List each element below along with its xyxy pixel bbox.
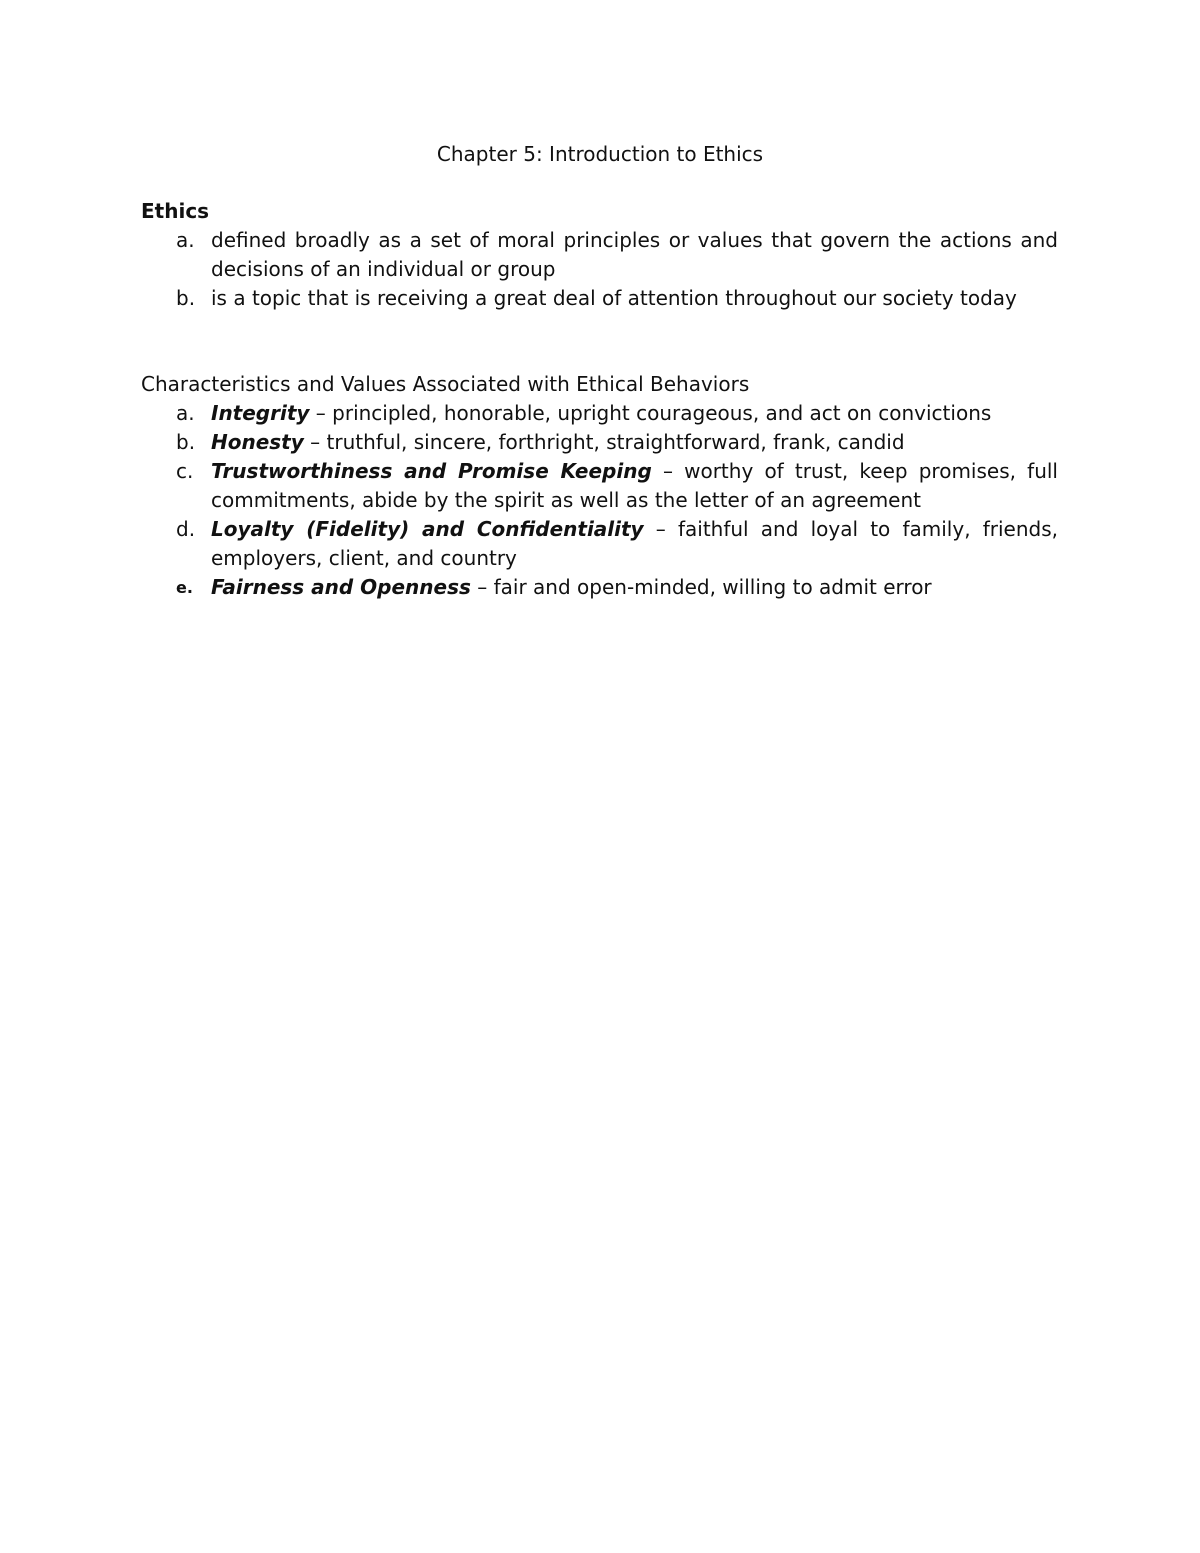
list-item (141, 573, 1058, 602)
list-item (141, 515, 1058, 573)
characteristics-list (141, 399, 1058, 602)
page-title: Chapter 5: Introduction to Ethics (436, 142, 764, 166)
list-marker: e. (176, 578, 193, 597)
item-term: Integrity (211, 401, 310, 425)
list-marker: d. (176, 517, 196, 541)
list-item (141, 428, 1058, 457)
item-text: is a topic that is receiving a great deal of attention throughout our society today (211, 286, 1017, 310)
list-marker: c. (176, 459, 194, 483)
item-term: Loyalty (Fidelity) and Confidentiality (211, 517, 644, 541)
list-item (141, 399, 1058, 428)
item-term: Fairness and Openness (211, 575, 471, 599)
list-marker: b. (176, 430, 196, 454)
characteristics-heading: Characteristics and Values Associated with Ethical Behaviors (141, 372, 750, 396)
list-marker: b. (176, 286, 196, 310)
item-text: defined broadly as a set of moral principles or values that govern the actions and decisions of an individual or group (211, 228, 1058, 281)
item-text: – fair and open-minded, willing to admit error (470, 575, 932, 599)
item-term: Trustworthiness and Promise Keeping (211, 459, 652, 483)
item-text: – faithful and loyal to family, friends, employers, client, and country (211, 517, 1059, 570)
item-text: – truthful, sincere, forthright, straightforward, frank, candid (303, 430, 905, 454)
list-marker: a. (176, 228, 195, 252)
ethics-section (141, 197, 1058, 313)
list-item (141, 284, 1058, 313)
item-text: – worthy of trust, keep promises, full commitments, abide by the spirit as well as the letter of an agreement (211, 459, 1058, 512)
item-text: – principled, honorable, upright courageous, and act on convictions (309, 401, 992, 425)
item-term: Honesty (211, 430, 304, 454)
ethics-list (141, 226, 1058, 313)
list-marker: a. (176, 401, 195, 425)
list-item (141, 226, 1058, 284)
ethics-heading: Ethics (141, 199, 210, 223)
list-item (141, 457, 1058, 515)
characteristics-section (141, 370, 1058, 602)
